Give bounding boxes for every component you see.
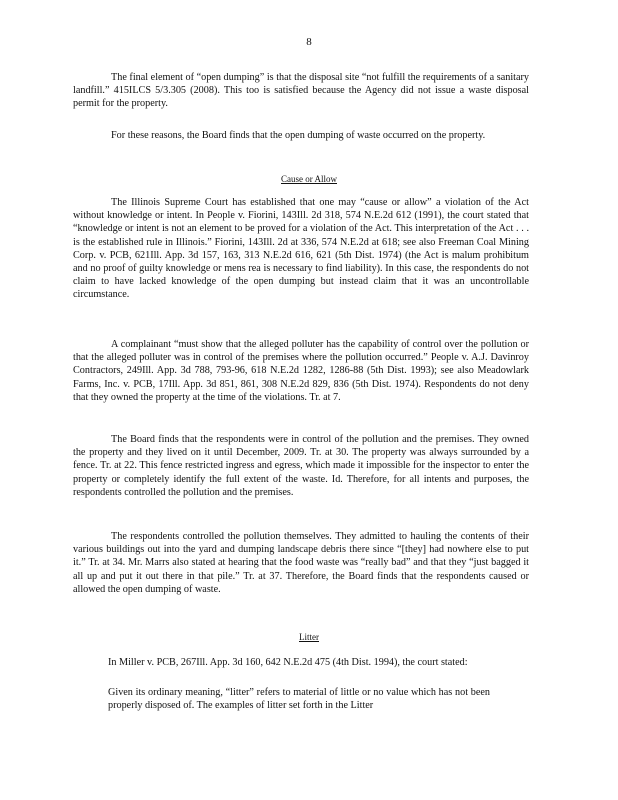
section-heading-cause-or-allow: Cause or Allow <box>281 174 337 184</box>
open-dumping-finding: For these reasons, the Board finds that the open dumping of waste occurred on the property. <box>111 130 486 141</box>
cause-allow-paragraph-1: The Illinois Supreme Court has established that one may “cause or allow” a violation of the Act without knowledge or intent. In People v. Fiorini, 143Ill. 2d 318, 574 N.E.2d 612 (1991), the court stated that “knowledge or intent is not an element to be proved for a violation of the Act. This interpretation of the Act . . . is the established rule in Illinois.” Fiorini, 143Ill. 2d at 336, 574 N.E.2d at 618; see also Freeman Coal Mining Corp. v. PCB, 621Ill. App. 3d 157, 163, 313 N.E.2d 616, 621 (5th Dist. 1974) (the Act is malum prohibitum and no proof of guilty knowledge or mens rea is necessary to find liability). In this case, the respondents do not claim to have lacked knowledge of the open dumping but instead claim that it was an uncontrollable circumstance. <box>73 197 529 301</box>
cause-allow-paragraph-3: The Board finds that the respondents were in control of the pollution and the premises. They owned the property and they lived on it until December, 2009. Tr. at 30. The property was always surrounded by a fence. Tr. at 22. This fence restricted ingress and egress, which made it impossible for the inspector to enter the property or completely identify the full extent of the waste. Id. Therefore, for all intents and purposes, the respondents controlled the pollution and the premises. <box>73 434 529 498</box>
cause-allow-paragraph-4: The respondents controlled the pollution themselves. They admitted to hauling the contents of their various buildings out into the yard and dumping landscape debris there since “[they] had nowhere else to put it.” Tr. at 34. Mr. Marrs also stated at hearing that the food waste was “really bad” and that they “just bagged it all up and put it out there in that pile.” Tr. at 37. Therefore, the Board finds that the respondents caused or allowed the open dumping of waste. <box>73 531 529 595</box>
litter-block-quote: Given its ordinary meaning, “litter” refers to material of little or no value which has not been properly disposed of. The examples of litter set forth in the Litter <box>108 687 490 712</box>
litter-intro: In Miller v. PCB, 267Ill. App. 3d 160, 642 N.E.2d 475 (4th Dist. 1994), the court stated: <box>108 657 468 668</box>
cause-allow-paragraph-2: A complainant “must show that the alleged polluter has the capability of control over the pollution or that the alleged polluter was in control of the premises where the pollution occurred.” People v. A.J. Davinroy Contractors, 249Ill. App. 3d 788, 793-96, 618 N.E.2d 1282, 1286-88 (5th Dist. 1993); see also Meadowlark Farms, Inc. v. PCB, 17Ill. App. 3d 851, 861, 308 N.E.2d 829, 836 (5th Dist. 1974). Respondents do not deny that they owned the property at the time of the violations. Tr. at 7. <box>73 339 529 403</box>
page-number: 8 <box>306 36 312 48</box>
open-dumping-paragraph: The final element of “open dumping” is that the disposal site “not fulfill the requirements of a sanitary landfill.” 415ILCS 5/3.305 (2008). This too is satisfied because the Agency did not issue a waste disposal permit for the property. <box>73 72 529 110</box>
section-heading-litter: Litter <box>299 632 319 642</box>
